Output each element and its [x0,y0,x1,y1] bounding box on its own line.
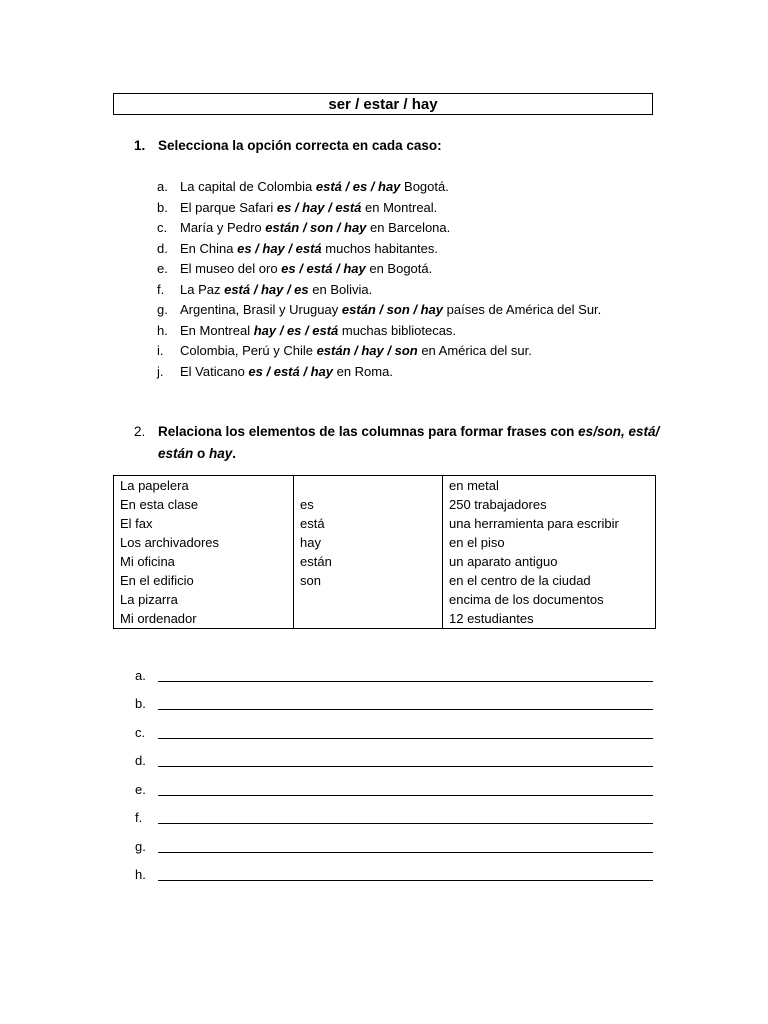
item-letter: e. [157,261,168,276]
item-sentence [180,362,393,383]
item-letter: g. [157,302,168,317]
item-letter: h. [157,322,168,338]
item-letter: i. [157,343,164,358]
answer-letter: f. [135,810,143,825]
section2-instruction-text: Relaciona los elementos de las columnas para formar frases con [158,424,579,439]
complements-column [443,476,656,629]
item-text-after: en Bolivia. [308,281,373,297]
section1-heading [134,135,653,157]
item-text-after: en Barcelona. [366,220,451,235]
item-text-before: Colombia, Perú y Chile [180,343,317,358]
section2-instruction-emphasis: hay [209,446,233,461]
item-text-before: El parque Safari [180,199,277,215]
table-cell: 250 trabajadores [449,497,547,512]
item-options: es / hay / está [276,199,362,215]
item-options: está / es / hay [315,179,401,194]
section1-number: 1. [134,138,146,153]
answer-line-item [135,713,653,742]
answer-blank-line[interactable] [158,809,653,824]
item-options: está / hay / es [224,281,309,297]
item-letter: d. [157,240,168,256]
answer-lines [135,656,653,884]
table-cell: El fax [120,516,153,531]
table-cell: La papelera [120,478,189,493]
item-sentence [180,198,437,219]
item-letter: b. [157,199,168,215]
answer-letter: c. [135,724,146,740]
table-cell: Mi ordenador [120,611,197,626]
list-item [157,239,601,260]
item-text-after: países de América del Sur. [443,302,602,317]
answer-line-item [135,656,653,685]
item-text-after: en Montreal. [361,199,438,215]
answer-letter: a. [135,667,146,683]
list-item [157,300,601,321]
item-text-after: Bogotá. [400,179,449,194]
table-cell: hay [300,535,321,550]
matching-table [113,475,656,629]
table-cell: es [300,497,314,512]
item-sentence [180,239,438,260]
answer-letter: g. [135,838,146,854]
table-cell: está [300,516,325,531]
item-sentence [180,341,532,362]
item-text-after: muchas bibliotecas. [338,322,457,338]
section2-instruction-emphasis: están [158,446,194,461]
answer-letter: d. [135,753,146,768]
item-letter: f. [157,281,165,297]
item-text-after: en Roma. [332,363,393,379]
section2-number: 2. [134,424,146,439]
table-cell: en metal [449,478,499,493]
table-cell: En esta clase [120,497,199,512]
answer-blank-line[interactable] [158,752,653,767]
answer-blank-line[interactable] [158,667,653,682]
answer-line-item [135,742,653,771]
item-options: es / hay / está [237,240,322,256]
item-text-after: muchos habitantes. [321,240,439,256]
item-sentence [180,280,372,301]
answer-letter: b. [135,696,146,711]
item-options: están / hay / son [316,343,418,358]
item-sentence [180,177,449,198]
table-cell: están [300,554,332,569]
list-item [157,362,601,383]
answer-letter: e. [135,781,146,797]
table-cell: Los archivadores [120,535,219,550]
item-text-before: El Vaticano [180,363,249,379]
item-text-after: en Bogotá. [365,261,433,276]
item-options: es / está / hay [248,363,333,379]
answer-blank-line[interactable] [158,781,653,796]
item-sentence [180,259,432,280]
section2-instruction-text: o [193,446,210,461]
section2-instruction-text: . [232,446,237,461]
item-text-before: María y Pedro [180,220,266,235]
table-cell: son [300,573,321,588]
answer-line-item [135,856,653,885]
answer-letter: h. [135,867,146,882]
item-sentence [180,321,456,342]
verbs-column [294,476,443,629]
item-text-before: En Montreal [180,322,254,338]
item-options: hay / es / está [253,322,339,338]
table-cell: La pizarra [120,592,178,607]
answer-line-item [135,827,653,856]
list-item [157,259,601,280]
item-options: están / son / hay [265,220,367,235]
section2-instruction [158,421,660,465]
table-cell: una herramienta para escribir [449,516,619,531]
item-sentence [180,218,450,239]
item-text-before: El museo del oro [180,261,282,276]
table-cell [300,476,436,495]
table-cell [300,609,436,628]
item-options: es / está / hay [281,261,366,276]
item-letter: a. [157,179,168,194]
section2-instruction-emphasis: es/son, está/ [578,424,660,439]
table-cell: En el edificio [120,573,194,588]
item-options: están / son / hay [341,302,444,317]
item-text-before: La Paz [180,281,225,297]
list-item [157,198,601,219]
answer-blank-line[interactable] [158,866,653,881]
table-cell: un aparato antiguo [449,554,558,569]
item-letter: j. [157,363,164,379]
section1-instruction: Selecciona la opción correcta en cada caso: [158,138,442,153]
table-cell: en el piso [449,535,505,550]
item-letter: c. [157,220,168,235]
answer-blank-line[interactable] [158,695,653,710]
table-cell [300,590,436,609]
item-text-after: en América del sur. [417,343,532,358]
section2-heading [134,421,660,465]
list-item [157,177,601,198]
list-item [157,321,601,342]
table-cell: 12 estudiantes [449,611,534,626]
section1-item-list [157,177,601,382]
table-cell: encima de los documentos [449,592,604,607]
answer-line-item [135,770,653,799]
answer-blank-line[interactable] [158,724,653,739]
list-item [157,280,601,301]
item-sentence [180,300,601,321]
worksheet-title: ser / estar / hay [328,95,438,113]
answer-line-item [135,685,653,714]
answer-line-item [135,799,653,828]
table-cell: Mi oficina [120,554,175,569]
item-text-before: La capital de Colombia [180,179,316,194]
item-text-before: En China [180,240,238,256]
list-item [157,341,601,362]
subjects-column [114,476,294,629]
list-item [157,218,601,239]
worksheet-title-box [113,93,653,115]
item-text-before: Argentina, Brasil y Uruguay [180,302,342,317]
table-cell: en el centro de la ciudad [449,573,591,588]
table-row [114,476,656,629]
answer-blank-line[interactable] [158,838,653,853]
